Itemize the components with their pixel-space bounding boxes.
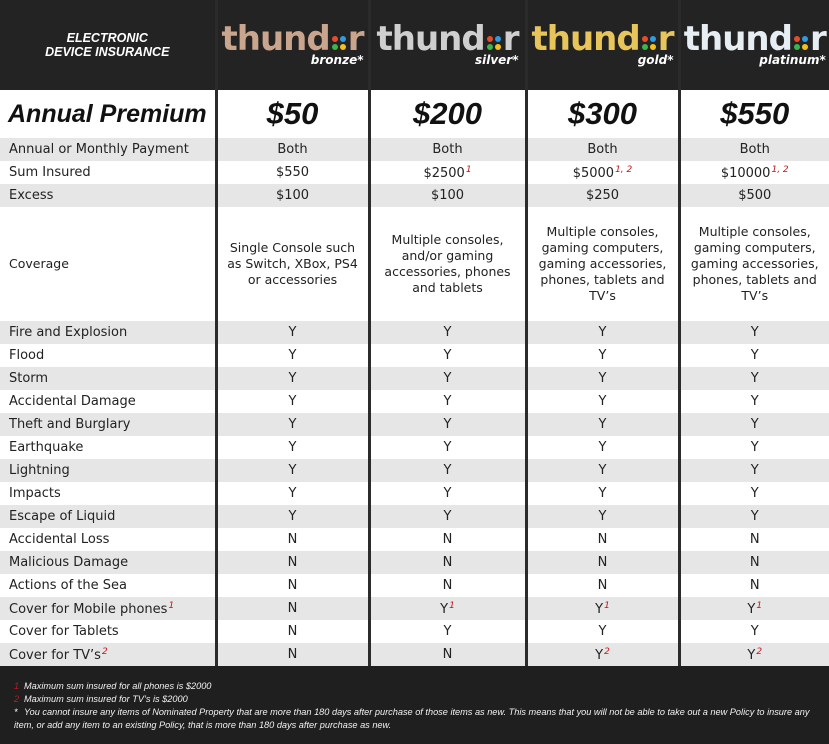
footnote-ref: 1 (465, 164, 472, 175)
cell-bronze: Y (216, 505, 369, 528)
row-label-flood: Flood (0, 344, 216, 367)
row-label-cover-for-tablets: Cover for Tablets (0, 620, 216, 643)
row-label-malicious-damage: Malicious Damage (0, 551, 216, 574)
cell-silver: N (369, 574, 526, 597)
title-line-2: DEVICE INSURANCE (45, 45, 170, 59)
cell-bronze: Single Console such as Switch, XBox, PS4 or accessories (216, 207, 369, 321)
cell-silver: Y (369, 620, 526, 643)
logo-dots-icon (332, 36, 346, 52)
cell-silver: $2500$^1$ (369, 161, 526, 184)
footnote-ref: 2 (756, 646, 763, 657)
plan-tier-label: bronze* (310, 53, 364, 67)
cell-silver: Y (369, 367, 526, 390)
cell-platinum: Y (679, 620, 829, 643)
footnote-ref: 1 (168, 600, 175, 611)
premium-gold: $300 (526, 90, 679, 138)
cell-platinum: Y (679, 413, 829, 436)
cell-silver: N (369, 528, 526, 551)
cell-platinum: N (679, 528, 829, 551)
row-label-storm: Storm (0, 367, 216, 390)
cell-platinum: Multiple consoles, gaming computers, gaming accessories, phones, tablets and TV’s (679, 207, 829, 321)
logo-dots-icon (487, 36, 501, 52)
row-label-coverage: Coverage (0, 207, 216, 321)
table-row (0, 344, 829, 367)
cell-platinum: $Y^2$ (679, 643, 829, 666)
cell-gold: N (526, 551, 679, 574)
table-row (0, 574, 829, 597)
cell-silver: N (369, 643, 526, 666)
plan-header-gold (526, 0, 679, 90)
cell-silver: $100 (369, 184, 526, 207)
cell-bronze: N (216, 643, 369, 666)
cell-gold: N (526, 528, 679, 551)
row-label-impacts: Impacts (0, 482, 216, 505)
footnote-ref: 1 (604, 600, 610, 611)
row-label-excess: Excess (0, 184, 216, 207)
plan-header-bronze (216, 0, 369, 90)
cell-platinum: N (679, 574, 829, 597)
cell-gold: $Y^1$ (526, 597, 679, 620)
premium-platinum: $550 (679, 90, 829, 138)
cell-silver: N (369, 551, 526, 574)
plan-tier-label: gold* (637, 53, 674, 67)
cell-gold: Y (526, 344, 679, 367)
cell-bronze: $550 (216, 161, 369, 184)
cell-silver: $Y^1$ (369, 597, 526, 620)
cell-platinum: Y (679, 390, 829, 413)
footnote-ref: 1 (756, 600, 763, 611)
row-label-lightning: Lightning (0, 459, 216, 482)
cell-platinum: $10000$^{1, 2}$ (679, 161, 829, 184)
cell-bronze: Y (216, 413, 369, 436)
cell-silver: Y (369, 413, 526, 436)
cell-gold: Y (526, 390, 679, 413)
logo-dots-icon (794, 36, 808, 52)
cell-silver: Y (369, 459, 526, 482)
table-row (0, 413, 829, 436)
table-row (0, 459, 829, 482)
cell-gold: Y (526, 436, 679, 459)
row-label-cover-for-mobile-phones: Cover for Mobile phones$^1$ (0, 597, 216, 620)
thunder-logo-silver: thund r silver* (376, 19, 519, 67)
row-label-theft-and-burglary: Theft and Burglary (0, 413, 216, 436)
row-label-accidental-loss: Accidental Loss (0, 528, 216, 551)
header-row (0, 0, 829, 90)
cell-silver: Both (369, 138, 526, 161)
annual-premium-label: Annual Premium (0, 90, 216, 138)
table-row (0, 528, 829, 551)
cell-platinum: N (679, 551, 829, 574)
footnote-ref: 1, 2 (771, 164, 789, 175)
plan-header-platinum (679, 0, 829, 90)
cell-gold: Y (526, 321, 679, 344)
thunder-logo-platinum: thund r platinum* (683, 19, 826, 67)
cell-gold: $5000$^{1, 2}$ (526, 161, 679, 184)
cell-bronze: Y (216, 390, 369, 413)
footnote-ref: 1 (449, 600, 455, 611)
cell-gold: Y (526, 620, 679, 643)
cell-bronze: $100 (216, 184, 369, 207)
table-row (0, 643, 829, 666)
footnote-ref: 2 (101, 646, 108, 657)
cell-silver: Y (369, 321, 526, 344)
cell-gold: N (526, 574, 679, 597)
cell-gold: $250 (526, 184, 679, 207)
thunder-logo-bronze: thund r bronze* (221, 19, 364, 67)
row-label-annual-or-monthly-payment: Annual or Monthly Payment (0, 138, 216, 161)
plan-tier-label: silver* (474, 53, 519, 67)
row-label-earthquake: Earthquake (0, 436, 216, 459)
table-row (0, 184, 829, 207)
table-row (0, 367, 829, 390)
row-label-accidental-damage: Accidental Damage (0, 390, 216, 413)
cell-gold: Multiple consoles, gaming computers, gaming accessories, phones, tablets and TV’s (526, 207, 679, 321)
cell-silver: Y (369, 390, 526, 413)
cell-silver: Y (369, 482, 526, 505)
plan-header-silver (369, 0, 526, 90)
logo-dots-icon (642, 36, 656, 52)
cell-platinum: Y (679, 482, 829, 505)
footnote-ref: 2 (604, 646, 610, 657)
table-row (0, 138, 829, 161)
cell-bronze: N (216, 620, 369, 643)
cell-platinum: Y (679, 321, 829, 344)
cell-platinum: $500 (679, 184, 829, 207)
cell-platinum: Y (679, 344, 829, 367)
title-line-1: ELECTRONIC (66, 31, 148, 45)
cell-silver: Y (369, 344, 526, 367)
cell-bronze: N (216, 551, 369, 574)
cell-bronze: N (216, 528, 369, 551)
row-label-escape-of-liquid: Escape of Liquid (0, 505, 216, 528)
table-row (0, 620, 829, 643)
cell-bronze: Y (216, 459, 369, 482)
premium-silver: $200 (369, 90, 526, 138)
table-row (0, 161, 829, 184)
footnotes (14, 680, 814, 732)
thunder-logo-gold: thund r gold* (531, 19, 674, 67)
row-label-cover-for-tv-s: Cover for $TV’s^2$ (0, 643, 216, 666)
row-label-actions-of-the-sea: Actions of the Sea (0, 574, 216, 597)
cell-platinum: Y (679, 459, 829, 482)
footnote-2: 2 Maximum sum insured for TV’s is $2000 (14, 694, 188, 704)
footnote-1: 1 Maximum sum insured for all phones is $2000 (14, 681, 212, 691)
cell-bronze: Y (216, 344, 369, 367)
cell-silver: Y (369, 436, 526, 459)
row-label-sum-insured: Sum Insured (0, 161, 216, 184)
cell-gold: Y (526, 482, 679, 505)
cell-platinum: Y (679, 436, 829, 459)
cell-platinum: Y (679, 505, 829, 528)
cell-gold: Y (526, 413, 679, 436)
cell-gold: Y (526, 367, 679, 390)
cell-bronze: Y (216, 367, 369, 390)
table-row (0, 207, 829, 321)
cell-bronze: Both (216, 138, 369, 161)
footnote-ref: 1, 2 (615, 164, 633, 175)
cell-silver: Multiple consoles, and/or gaming accessories, phones and tablets (369, 207, 526, 321)
table-row (0, 321, 829, 344)
table-row (0, 390, 829, 413)
table-row (0, 482, 829, 505)
cell-bronze: Y (216, 436, 369, 459)
table-row (0, 597, 829, 620)
cell-gold: Y (526, 459, 679, 482)
cell-platinum: Both (679, 138, 829, 161)
cell-gold: Y (526, 505, 679, 528)
table-row (0, 551, 829, 574)
table-row (0, 436, 829, 459)
cell-gold: $Y^2$ (526, 643, 679, 666)
cell-gold: Both (526, 138, 679, 161)
cell-bronze: Y (216, 482, 369, 505)
cell-platinum: $Y^1$ (679, 597, 829, 620)
table-title (0, 0, 216, 90)
annual-premium-row (0, 90, 829, 138)
cell-bronze: N (216, 574, 369, 597)
table-row (0, 505, 829, 528)
cell-platinum: Y (679, 367, 829, 390)
plan-tier-label: platinum* (759, 53, 826, 67)
cell-bronze: Y (216, 321, 369, 344)
premium-bronze: $50 (216, 90, 369, 138)
footnote-3: * You cannot insure any items of Nominated Property that are more than 180 days after purchase of those items as new. This means that you will not be able to take out a new Policy to insure any item, or add any item to an existing Policy, that is more than 180 days after purchase as new. (14, 707, 810, 730)
cell-silver: Y (369, 505, 526, 528)
cell-bronze: N (216, 597, 369, 620)
row-label-fire-and-explosion: Fire and Explosion (0, 321, 216, 344)
